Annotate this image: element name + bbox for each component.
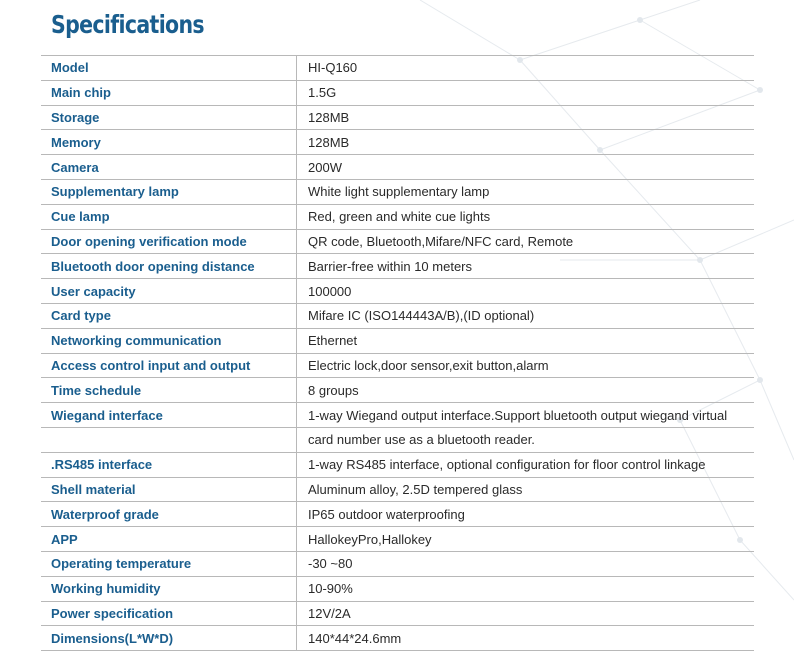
spec-label: Shell material	[41, 477, 297, 502]
spec-value: HallokeyPro,Hallokey	[297, 527, 755, 552]
spec-value: 128MB	[297, 130, 755, 155]
spec-value: Ethernet	[297, 328, 755, 353]
spec-value: Electric lock,door sensor,exit button,alarm	[297, 353, 755, 378]
spec-value: IP65 outdoor waterproofing	[297, 502, 755, 527]
table-row	[41, 576, 754, 601]
table-row	[41, 626, 754, 651]
spec-value: 12V/2A	[297, 601, 755, 626]
spec-label: Cue lamp	[41, 204, 297, 229]
spec-label: APP	[41, 527, 297, 552]
spec-label: Memory	[41, 130, 297, 155]
table-row	[41, 130, 754, 155]
table-row	[41, 403, 754, 428]
table-row	[41, 179, 754, 204]
spec-label: Time schedule	[41, 378, 297, 403]
spec-label: Operating temperature	[41, 551, 297, 576]
spec-label: .RS485 interface	[41, 452, 297, 477]
table-row	[41, 328, 754, 353]
spec-value: HI-Q160	[297, 56, 755, 81]
table-row	[41, 353, 754, 378]
table-row	[41, 279, 754, 304]
spec-value: Mifare IC (ISO144443A/B),(ID optional)	[297, 303, 755, 328]
table-row	[41, 204, 754, 229]
spec-value: Aluminum alloy, 2.5D tempered glass	[297, 477, 755, 502]
table-row	[41, 551, 754, 576]
spec-value: 10-90%	[297, 576, 755, 601]
spec-label: Power specification	[41, 601, 297, 626]
page-title: Specifications	[51, 10, 204, 39]
spec-value: QR code, Bluetooth,Mifare/NFC card, Remote	[297, 229, 755, 254]
spec-value: 1-way Wiegand output interface.Support bluetooth output wiegand virtual	[297, 403, 755, 428]
spec-value: card number use as a bluetooth reader.	[297, 427, 755, 452]
table-row	[41, 155, 754, 180]
spec-value: 100000	[297, 279, 755, 304]
spec-label: Main chip	[41, 80, 297, 105]
spec-label: Working humidity	[41, 576, 297, 601]
spec-label: Storage	[41, 105, 297, 130]
table-row	[41, 378, 754, 403]
table-row	[41, 303, 754, 328]
spec-label: Access control input and output	[41, 353, 297, 378]
spec-label: Networking communication	[41, 328, 297, 353]
table-row	[41, 80, 754, 105]
spec-value: White light supplementary lamp	[297, 179, 755, 204]
spec-label: Supplementary lamp	[41, 179, 297, 204]
specifications-table	[41, 55, 754, 651]
spec-label: Camera	[41, 155, 297, 180]
spec-value: 1.5G	[297, 80, 755, 105]
spec-value: Barrier-free within 10 meters	[297, 254, 755, 279]
spec-value: 8 groups	[297, 378, 755, 403]
spec-label: Waterproof grade	[41, 502, 297, 527]
table-row	[41, 601, 754, 626]
spec-label: Card type	[41, 303, 297, 328]
spec-value: 128MB	[297, 105, 755, 130]
spec-label	[41, 427, 297, 452]
table-row	[41, 56, 754, 81]
spec-label: User capacity	[41, 279, 297, 304]
spec-label: Wiegand interface	[41, 403, 297, 428]
table-row	[41, 452, 754, 477]
spec-label: Dimensions(L*W*D)	[41, 626, 297, 651]
spec-value: 1-way RS485 interface, optional configuration for floor control linkage	[297, 452, 755, 477]
table-row	[41, 527, 754, 552]
spec-label: Door opening verification mode	[41, 229, 297, 254]
table-row	[41, 502, 754, 527]
table-row	[41, 427, 754, 452]
table-row	[41, 229, 754, 254]
spec-value: -30 ~80	[297, 551, 755, 576]
spec-label: Model	[41, 56, 297, 81]
spec-value: 200W	[297, 155, 755, 180]
table-row	[41, 105, 754, 130]
table-row	[41, 477, 754, 502]
spec-label: Bluetooth door opening distance	[41, 254, 297, 279]
table-row	[41, 254, 754, 279]
spec-value: Red, green and white cue lights	[297, 204, 755, 229]
spec-value: 140*44*24.6mm	[297, 626, 755, 651]
